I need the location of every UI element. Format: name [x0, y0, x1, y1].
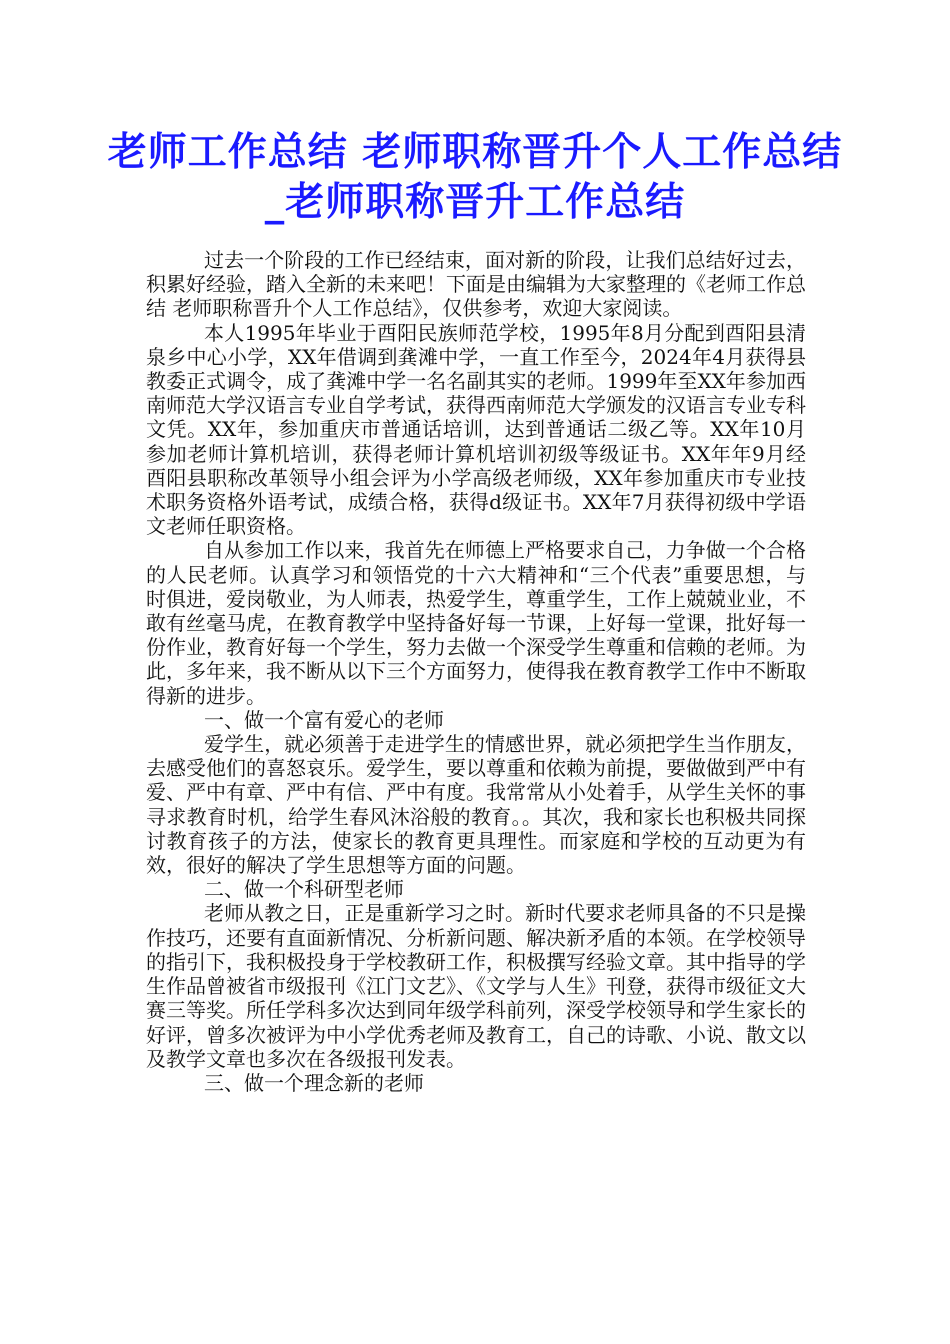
section-1-paragraph: 爱学生，就必须善于走进学生的情感世界，就必须把学生当作朋友，去感受他们的喜怒哀乐。爱学生，要以尊重和依赖为前提，要做做到严中有爱、严中有章、严中有信、严中有度。我常常从小处着手，从学生关怀的事寻求教育时机，给学生春风沐浴般的教育。。其次，我和家长也积极共同探讨教育孩子的方法，使家长的教育更具理性。而家庭和学校的互动更为有效，很好的解决了学生思想等方面的问题。: [146, 732, 806, 878]
section-heading-1: 一、做一个富有爱心的老师: [204, 707, 444, 732]
background-paragraph: 本人1995年毕业于酉阳民族师范学校，1995年8月分配到酉阳县清泉乡中心小学，XX年借调到龚滩中学，一直工作至今，2024年4月获得县教委正式调令，成了龚滩中学一名名副其实的老师。1999年至XX年参加西南师范大学汉语言专业自学考试，获得西南师范大学颁发的汉语言专业专科文凭。XX年，参加重庆市普通话培训，达到普通话二级乙等。XX年10月参加老师计算机培训，获得老师计算机培训初级等级证书。XX年年9月经酉阳县职称改革领导小组会评为小学高级老师级，XX年参加重庆市专业技术职务资格外语考试，成绩合格，获得d级证书。XX年7月获得初级中学语文老师任职资格。: [146, 320, 806, 539]
document-body: [146, 248, 806, 1095]
section-heading-3: 三、做一个理念新的老师: [204, 1070, 424, 1095]
intro-paragraph: 过去一个阶段的工作已经结束，面对新的阶段，让我们总结好过去，积累好经验，踏入全新的未来吧！下面是由编辑为大家整理的《老师工作总结 老师职称晋升个人工作总结》，仅供参考，欢迎大家阅读。: [146, 248, 806, 321]
section-heading-2: 二、做一个科研型老师: [204, 877, 404, 902]
section-2-paragraph: 老师从教之日，正是重新学习之时。新时代要求老师具备的不只是操作技巧，还要有直面新情况、分析新问题、解决新矛盾的本领。在学校领导的指引下，我积极投身于学校教研工作，积极撰写经验文章。其中指导的学生作品曾被省市级报刊《江门文艺》、《文学与人生》刊登，获得市级征文大赛三等奖。所任学科多次达到同年级学科前列，深受学校领导和学生家长的好评，曾多次被评为中小学优秀老师及教育工，自己的诗歌、小说、散文以及教学文章也多次在各级报刊发表。: [146, 901, 806, 1071]
document-title: 老师工作总结 老师职称晋升个人工作总结_老师职称晋升工作总结: [107, 130, 843, 225]
ethics-paragraph: 自从参加工作以来，我首先在师德上严格要求自己，力争做一个合格的人民老师。认真学习和领悟党的十六大精神和“三个代表”重要思想，与时俱进，爱岗敬业，为人师表，热爱学生，尊重学生，工作上兢兢业业，不敢有丝毫马虎，在教育教学中坚持备好每一节课，上好每一堂课，批好每一份作业，教育好每一个学生，努力去做一个深受学生尊重和信赖的老师。为此，多年来，我不断从以下三个方面努力，使得我在教育教学工作中不断取得新的进步。: [146, 538, 806, 708]
